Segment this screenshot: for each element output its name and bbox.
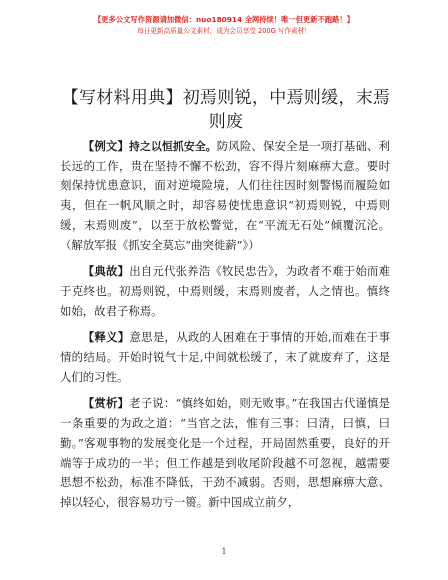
section-text: 意思是，从政的人困难在于事情的开始,而难在于事情的结局。开始时锐气十足,中间就松缓了，末了就废弃了，这是人们的习性。	[60, 330, 390, 384]
section-label: 【释义】	[82, 330, 130, 345]
header-banner	[0, 14, 448, 37]
section-text: 出自元代张养浩《牧民忠告》，为政者不难于始而难于克终也。初焉则锐，中焉则缓，末焉则废者，人之情也。慎终如始，故君子称焉。	[60, 264, 390, 318]
page-number: 1	[221, 547, 227, 556]
section-text: 老子说：“慎终如始，则无败事。”在我国古代谨慎是一条重要的为政之道：“当官之法，惟有三事：曰清，曰慎，曰勤。”客观事物的发展变化是一个过程，开局固然重要，良好的开端等于成功的一半；但工作越是到收尾阶段越不可忽视，越需要思想不松劲，标准不降低，干劲不减弱。否则，思想麻痹大意、掉以轻心，很容易功亏一篑。新中国成立前夕，	[60, 396, 390, 509]
section-allusion	[60, 262, 390, 321]
section-example	[60, 137, 390, 255]
section-meaning	[60, 328, 390, 387]
document-title: 【写材料用典】初焉则锐，中焉则缓，末焉则废	[61, 88, 391, 132]
section-lead: 持之以恒抓安全。	[129, 140, 217, 153]
section-text: 防风险、保安全是一项打基础、利长远的工作，贵在坚持不懈不松劲，容不得片刻麻痹大意。要时刻保持忧患意识，面对逆境险境，人们往往因时刻警惕而履险如夷，但在一帆风顺之时，却容易使忧患意识“初焉则锐，中焉则缓，末焉则废”，以至于放松警觉，在“平流无石处”倾覆沉沦。（解放军报《抓安全莫忘“曲突徙薪”》）	[60, 139, 390, 252]
section-label: 【例文】	[82, 139, 130, 153]
document-body	[60, 137, 390, 513]
section-label: 【赏析】	[82, 396, 130, 411]
section-appreciation	[60, 394, 390, 512]
section-label: 【典故】	[82, 264, 130, 279]
banner-line-2: 每日更新高质量公文素材，成为会员享受 200G 写作素材！	[137, 27, 311, 35]
banner-line-1: 【更多公文写作资源请加微信：nuo180914 全网持续！唯一但更新不跑路！】	[93, 15, 355, 24]
